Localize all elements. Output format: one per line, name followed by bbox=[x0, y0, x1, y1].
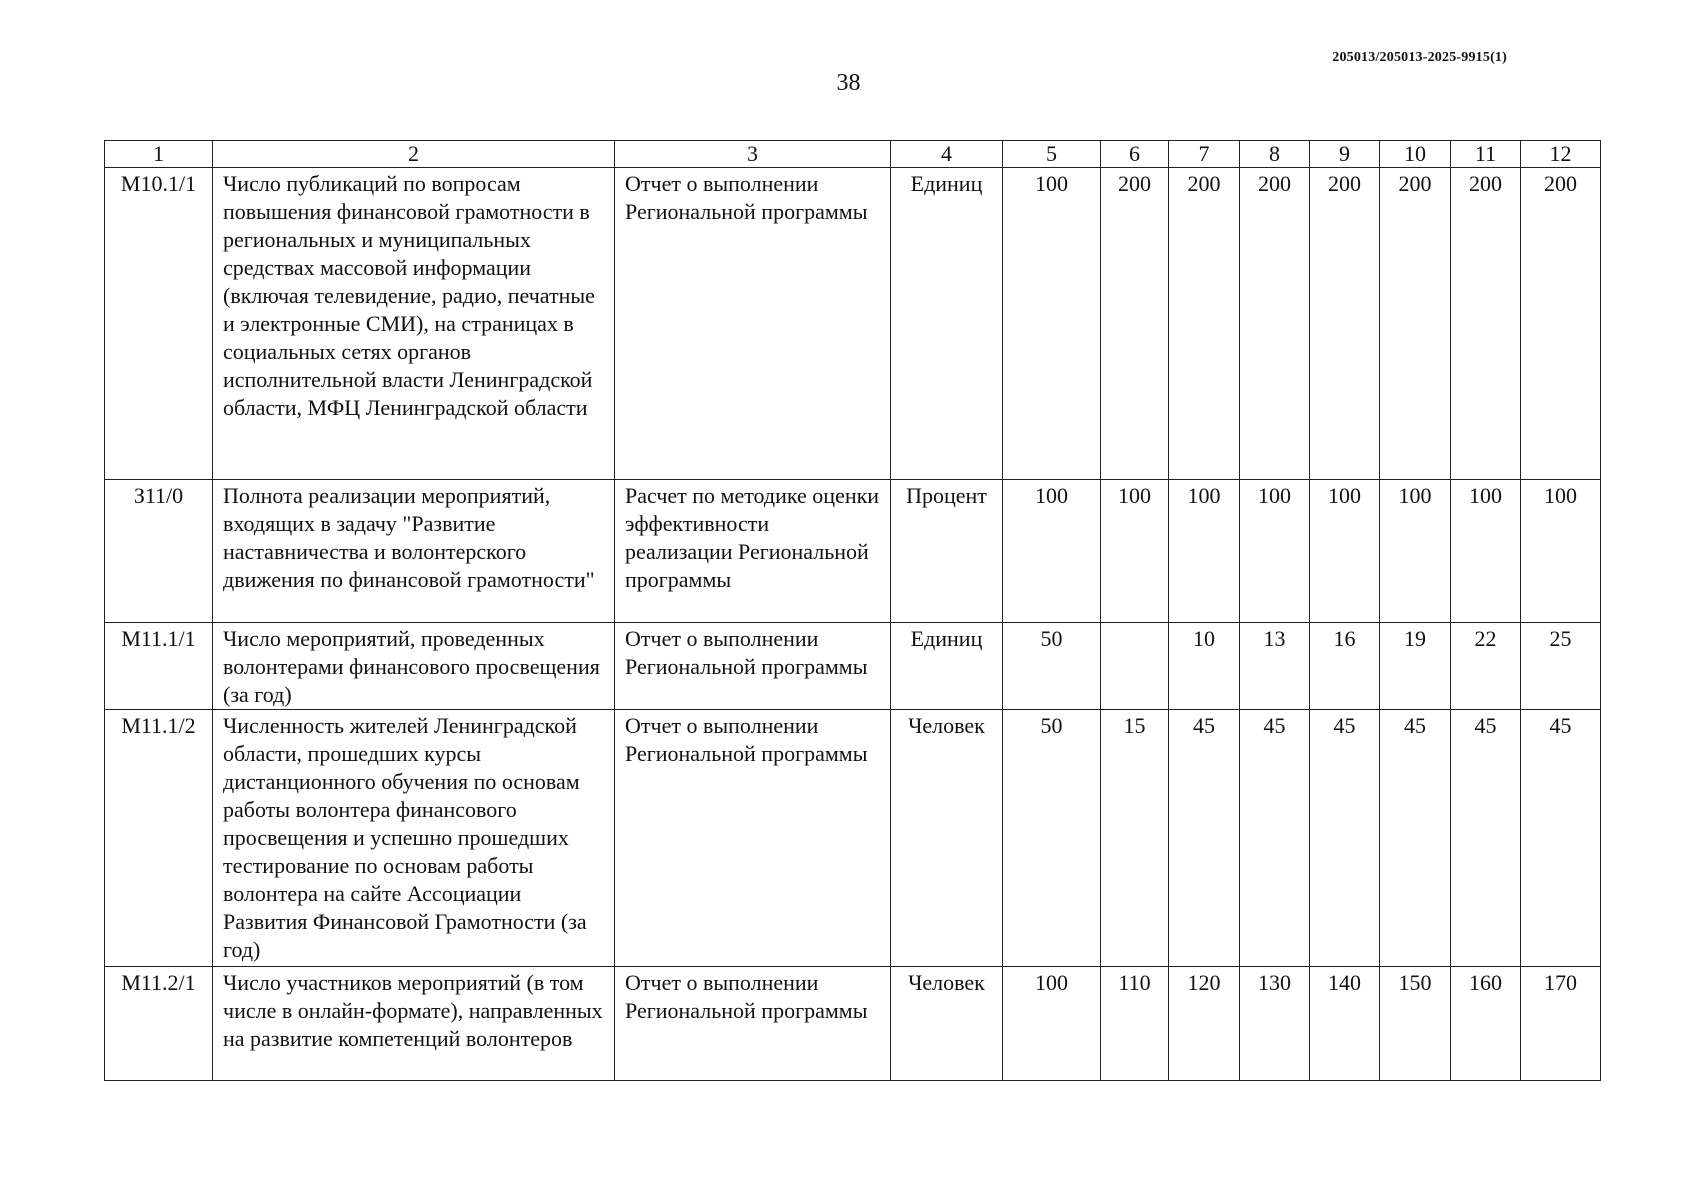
column-header: 3 bbox=[615, 141, 891, 168]
value-cell: 45 bbox=[1521, 710, 1601, 967]
unit: Единиц bbox=[891, 623, 1003, 710]
indicator-name: Полнота реализации мероприятий, входящих в задачу "Развитие наставничества и волонтерского движения по финансовой грамотности" bbox=[213, 480, 615, 623]
value-cell: 200 bbox=[1169, 168, 1240, 480]
value-cell: 200 bbox=[1521, 168, 1601, 480]
value-cell: 15 bbox=[1101, 710, 1169, 967]
value-cell: 45 bbox=[1310, 710, 1380, 967]
column-header: 10 bbox=[1380, 141, 1451, 168]
value-cell: 50 bbox=[1003, 710, 1101, 967]
value-cell: 45 bbox=[1169, 710, 1240, 967]
value-cell bbox=[1101, 623, 1169, 710]
row-code: М11.1/2 bbox=[105, 710, 213, 967]
column-header: 7 bbox=[1169, 141, 1240, 168]
value-cell: 200 bbox=[1101, 168, 1169, 480]
data-source: Отчет о выполнении Региональной программы bbox=[615, 623, 891, 710]
indicators-table bbox=[104, 140, 1601, 1081]
row-code: М11.1/1 bbox=[105, 623, 213, 710]
value-cell: 19 bbox=[1380, 623, 1451, 710]
value-cell: 100 bbox=[1101, 480, 1169, 623]
value-cell: 100 bbox=[1380, 480, 1451, 623]
column-header: 9 bbox=[1310, 141, 1380, 168]
column-header: 11 bbox=[1451, 141, 1521, 168]
data-source: Расчет по методике оценки эффективности реализации Региональной программы bbox=[615, 480, 891, 623]
column-header: 8 bbox=[1240, 141, 1310, 168]
indicator-name: Число участников мероприятий (в том числе в онлайн-формате), направленных на развитие компетенций волонтеров bbox=[213, 967, 615, 1081]
value-cell: 13 bbox=[1240, 623, 1310, 710]
value-cell: 200 bbox=[1310, 168, 1380, 480]
value-cell: 110 bbox=[1101, 967, 1169, 1081]
unit: Человек bbox=[891, 967, 1003, 1081]
value-cell: 45 bbox=[1380, 710, 1451, 967]
value-cell: 100 bbox=[1003, 480, 1101, 623]
indicator-name: Численность жителей Ленинградской области, прошедших курсы дистанционного обучения по основам работы волонтера финансового просвещения и успешно прошедших тестирование по основам работы волонтера на сайте Ассоциации Развития Финансовой Грамотности (за год) bbox=[213, 710, 615, 967]
value-cell: 100 bbox=[1003, 967, 1101, 1081]
value-cell: 100 bbox=[1240, 480, 1310, 623]
table-row bbox=[105, 168, 1601, 480]
value-cell: 130 bbox=[1240, 967, 1310, 1081]
value-cell: 100 bbox=[1521, 480, 1601, 623]
table-row bbox=[105, 967, 1601, 1081]
column-header: 1 bbox=[105, 141, 213, 168]
value-cell: 10 bbox=[1169, 623, 1240, 710]
row-code: М11.2/1 bbox=[105, 967, 213, 1081]
page-number: 38 bbox=[836, 70, 861, 96]
table-row bbox=[105, 710, 1601, 967]
value-cell: 22 bbox=[1451, 623, 1521, 710]
data-source: Отчет о выполнении Региональной программы bbox=[615, 710, 891, 967]
column-header: 5 bbox=[1003, 141, 1101, 168]
value-cell: 200 bbox=[1240, 168, 1310, 480]
value-cell: 25 bbox=[1521, 623, 1601, 710]
value-cell: 120 bbox=[1169, 967, 1240, 1081]
value-cell: 140 bbox=[1310, 967, 1380, 1081]
value-cell: 200 bbox=[1380, 168, 1451, 480]
unit: Человек bbox=[891, 710, 1003, 967]
data-source: Отчет о выполнении Региональной программы bbox=[615, 967, 891, 1081]
value-cell: 50 bbox=[1003, 623, 1101, 710]
indicator-name: Число публикаций по вопросам повышения финансовой грамотности в региональных и муниципальных средствах массовой информации (включая телевидение, радио, печатные и электронные СМИ), на страницах в социальных сетях органов исполнительной власти Ленинградской области, МФЦ Ленинградской области bbox=[213, 168, 615, 480]
table-row bbox=[105, 623, 1601, 710]
document-id: 205013/205013-2025-9915(1) bbox=[1332, 50, 1507, 65]
column-header: 2 bbox=[213, 141, 615, 168]
value-cell: 150 bbox=[1380, 967, 1451, 1081]
value-cell: 45 bbox=[1451, 710, 1521, 967]
value-cell: 100 bbox=[1451, 480, 1521, 623]
value-cell: 100 bbox=[1169, 480, 1240, 623]
data-source: Отчет о выполнении Региональной программы bbox=[615, 168, 891, 480]
value-cell: 16 bbox=[1310, 623, 1380, 710]
row-code: З11/0 bbox=[105, 480, 213, 623]
value-cell: 170 bbox=[1521, 967, 1601, 1081]
unit: Единиц bbox=[891, 168, 1003, 480]
column-header: 4 bbox=[891, 141, 1003, 168]
value-cell: 160 bbox=[1451, 967, 1521, 1081]
table-header-row bbox=[105, 141, 1601, 168]
value-cell: 100 bbox=[1310, 480, 1380, 623]
column-header: 12 bbox=[1521, 141, 1601, 168]
table-row bbox=[105, 480, 1601, 623]
column-header: 6 bbox=[1101, 141, 1169, 168]
indicator-name: Число мероприятий, проведенных волонтерами финансового просвещения (за год) bbox=[213, 623, 615, 710]
value-cell: 45 bbox=[1240, 710, 1310, 967]
unit: Процент bbox=[891, 480, 1003, 623]
value-cell: 200 bbox=[1451, 168, 1521, 480]
value-cell: 100 bbox=[1003, 168, 1101, 480]
row-code: М10.1/1 bbox=[105, 168, 213, 480]
